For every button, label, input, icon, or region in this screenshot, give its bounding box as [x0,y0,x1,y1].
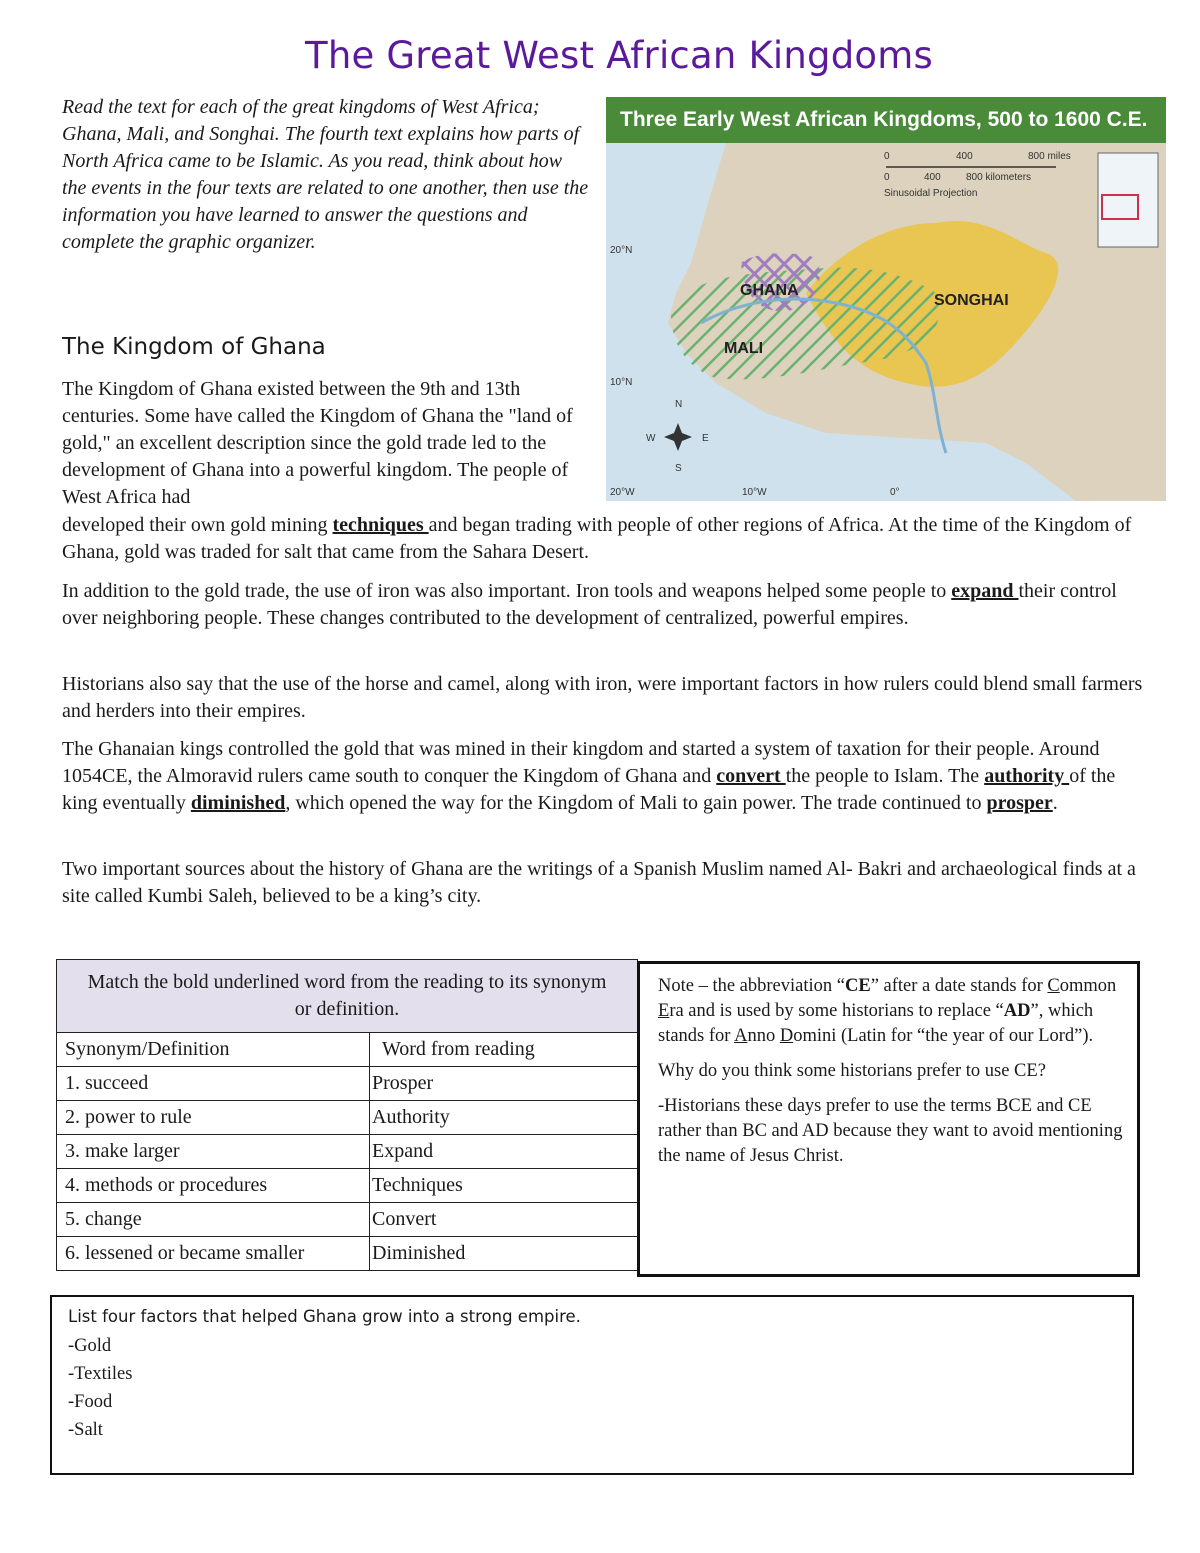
vocab-definition: 2. power to rule [57,1101,370,1135]
note-question: Why do you think some historians prefer to use CE? [658,1061,1046,1081]
text-run: ”, which stands for [658,1001,1094,1046]
scale-projection: Sinusoidal Projection [884,188,978,199]
factors-box [50,1295,1134,1475]
scale-mile-400: 400 [956,151,973,162]
table-row [57,1237,638,1271]
note-text [658,974,1123,1049]
note-answer: -Historians these days prefer to use the terms BCE and CE rather than BC and AD because they want to avoid mentioning the name of Jesus Christ. [658,1096,1123,1166]
lon-10w: 10°W [742,487,767,498]
map-graphic [606,143,1166,501]
paragraph-5: Two important sources about the history of Ghana are the writings of a Spanish Muslim named Al- Bakri and archaeological finds at a site called Kumbi Saleh, believed to be a king’s city. [62,858,1136,907]
table-row [57,1067,638,1101]
lat-10n: 10°N [610,377,633,388]
table-row [57,1101,638,1135]
table-row [57,1169,638,1203]
factor-answer: -Textiles [68,1364,133,1384]
paragraph-3: Historians also say that the use of the horse and camel, along with iron, were important factors in how rulers could blend small farmers and herders into their empires. [62,673,1143,722]
svg-text:N: N [675,399,683,410]
keyword-convert: convert [716,765,786,787]
text-run: developed their own gold mining [62,514,333,536]
text-run: Note – the abbreviation “ [658,976,845,996]
text-run: nno [747,1026,780,1046]
text-run: C [1047,976,1060,996]
scale-km-800: 800 kilometers [966,172,1032,183]
vocab-answer: Techniques [370,1169,638,1203]
text-run: and began trading with people of other regions of Africa. At the time of the Kingdom of Ghana, gold was traded for salt that came from the Sahara Desert. [62,514,1132,563]
vocab-answer: Prosper [370,1067,638,1101]
keyword-expand: expand [951,580,1019,602]
text-run: ” after a date stands for [870,976,1048,996]
vocab-definition: 6. lessened or became smaller [57,1237,370,1271]
text-run: their control over neighboring people. These changes contributed to the development of centralized, powerful empires. [62,580,1117,629]
factor-answer: -Food [68,1392,113,1412]
svg-text:W: W [646,433,656,444]
text-run: A [734,1026,748,1046]
paragraph-2 [62,578,1150,632]
intro-text: Read the text for each of the great kingdoms of West Africa; Ghana, Mali, and Songhai. The fourth text explains how parts of North Africa came to be Islamic. As you read, think about how the events in the four texts are related to one another, then use the information you have learned to answer the questions and complete the graphic organizer. [62,96,589,253]
text-run: ommon [1059,976,1117,996]
text-run: The Ghanaian kings controlled the gold that was mined in their kingdom and started a system of taxation for their people. Around 1054CE, the Almoravid rulers came south to conquer the Kingdom of Ghana and [62,738,1100,787]
factor-answer: -Gold [68,1336,112,1356]
text-run: omini (Latin for “the year of our Lord”). [793,1026,1094,1046]
table-row [57,1203,638,1237]
lon-0: 0° [890,487,900,498]
section-heading: The Kingdom of Ghana [62,334,326,360]
map-title: Three Early West African Kingdoms, 500 to 1600 C.E. [606,97,1166,143]
paragraph-1a: The Kingdom of Ghana existed between the 9th and 13th centuries. Some have called the Kingdom of Ghana the "land of gold," an excellent description since the gold trade led to the development of Ghana into a powerful kingdom. The people of West Africa had [62,378,573,508]
kingdoms-map [606,97,1166,501]
scale-km-400: 400 [924,172,941,183]
vocab-table [56,959,638,1271]
inset-globe [1098,153,1158,247]
page-title: The Great West African Kingdoms [305,34,933,77]
text-run: the people to Islam. The [785,765,985,787]
vocab-answer: Convert [370,1203,638,1237]
map-label-ghana: GHANA [740,282,799,299]
svg-text:E: E [702,433,709,444]
vocab-definition: 4. methods or procedures [57,1169,370,1203]
text-run: E [658,1001,670,1021]
text-run: ra and is used by some historians to replace “ [669,1001,1004,1021]
lon-20w: 20°W [610,487,635,498]
keyword-diminished: diminished [190,792,286,814]
paragraph-1b [62,512,1150,566]
factor-answer: -Salt [68,1420,103,1440]
vocab-definition: 1. succeed [57,1067,370,1101]
text-run: AD [1003,1001,1031,1021]
keyword-techniques: techniques [332,514,429,536]
keyword-prosper: prosper [986,792,1053,814]
vocab-answer: Expand [370,1135,638,1169]
vocab-answer: Authority [370,1101,638,1135]
vocab-answer: Diminished [370,1237,638,1271]
text-run: D [779,1026,794,1046]
vocab-header: Match the bold underlined word from the reading to its synonym or definition. [57,960,638,1033]
vocab-definition: 3. make larger [57,1135,370,1169]
keyword-authority: authority [984,765,1070,787]
svg-text:S: S [675,463,682,474]
text-run: In addition to the gold trade, the use of iron was also important. Iron tools and weapons helped some people to [62,580,952,602]
map-label-songhai: SONGHAI [934,292,1009,309]
table-row [57,1135,638,1169]
vocab-definition: 5. change [57,1203,370,1237]
text-run: , which opened the way for the Kingdom of Mali to gain power. The trade continued to [285,792,987,814]
ce-note-box [637,961,1140,1277]
map-label-mali: MALI [724,340,764,357]
scale-mile-0: 0 [884,151,890,162]
text-run: of the king eventually [62,765,1116,814]
paragraph-4 [62,736,1150,817]
text-run: . [1052,792,1058,814]
vocab-col-word: Word from reading [370,1033,638,1067]
scale-km-0: 0 [884,172,890,183]
text-run: CE [845,976,871,996]
factors-question: List four factors that helped Ghana grow into a strong empire. [68,1307,581,1326]
scale-mile-800: 800 miles [1028,151,1071,162]
vocab-col-definition: Synonym/Definition [57,1033,370,1067]
lat-20n: 20°N [610,245,633,256]
